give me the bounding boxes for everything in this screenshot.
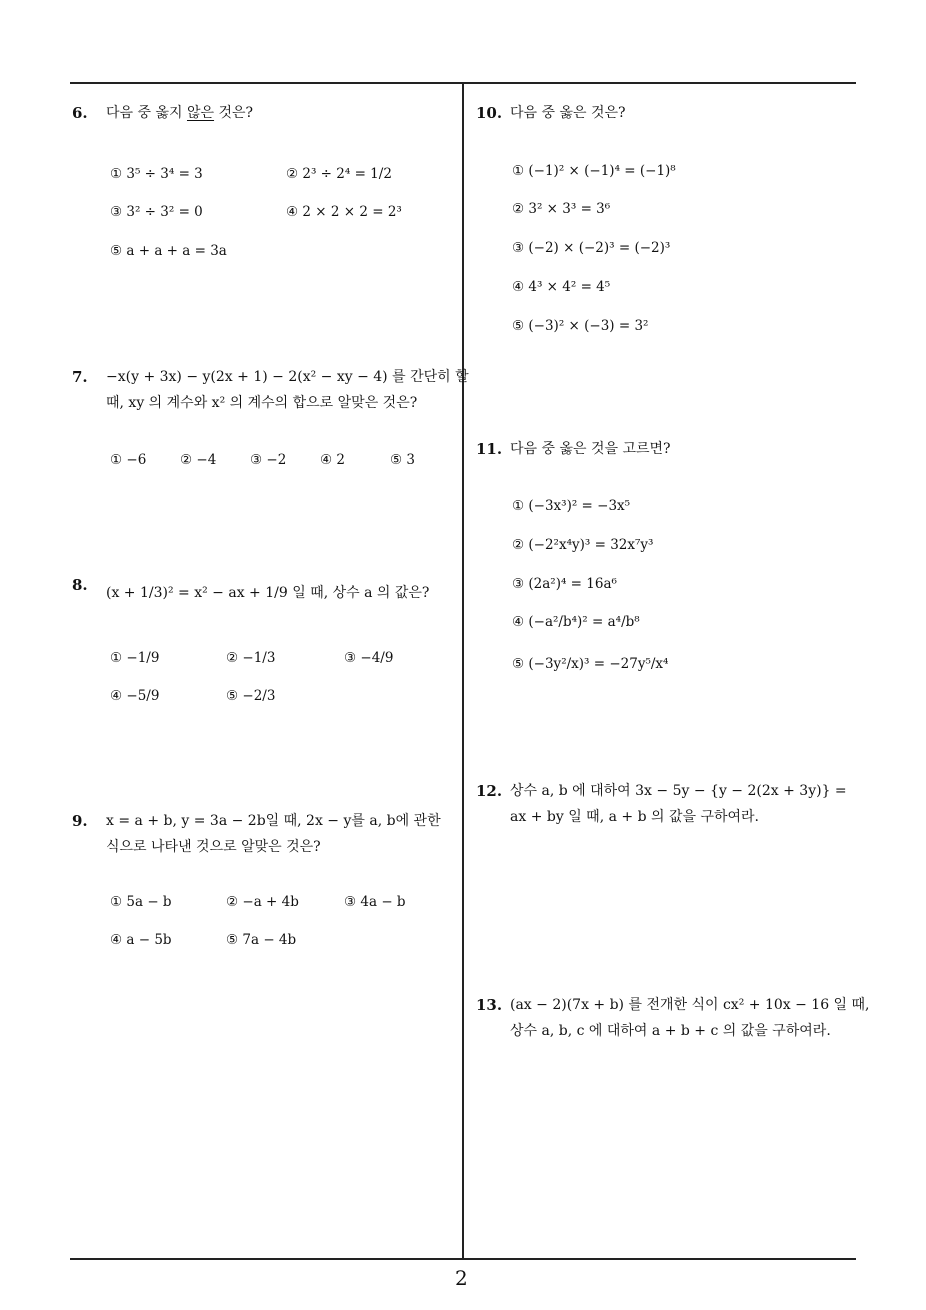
option-1[interactable]: ① 5a − b [110, 894, 172, 910]
question-number: 7. [72, 368, 88, 386]
question-number: 9. [72, 812, 88, 830]
question-stem: 다음 중 옳은 것을 고르면? [510, 441, 671, 457]
option-4[interactable]: ④ 2 [320, 452, 345, 468]
option-1[interactable]: ① (−1)² × (−1)⁴ = (−1)⁸ [512, 163, 676, 179]
question-number: 13. [476, 996, 503, 1014]
option-5[interactable]: ⑤ −2/3 [226, 688, 276, 704]
option-4[interactable]: ④ −5/9 [110, 688, 160, 704]
column-divider [462, 82, 464, 1258]
question-stem-line1: (ax − 2)(7x + b) 를 전개한 식이 cx² + 10x − 16 일 때, [510, 997, 870, 1013]
option-5[interactable]: ⑤ 3 [390, 452, 415, 468]
option-1[interactable]: ① (−3x³)² = −3x⁵ [512, 498, 631, 514]
question-stem-line2: 식으로 나타낸 것으로 알맞은 것은? [106, 839, 321, 855]
option-3[interactable]: ③ 3² ÷ 3² = 0 [110, 204, 203, 220]
option-2[interactable]: ② (−2²x⁴y)³ = 32x⁷y³ [512, 537, 654, 553]
option-1[interactable]: ① −6 [110, 452, 147, 468]
question-number: 8. [72, 576, 88, 594]
option-2[interactable]: ② −a + 4b [226, 894, 299, 910]
question-stem-line1: 상수 a, b 에 대하여 3x − 5y − {y − 2(2x + 3y)} = [510, 783, 847, 799]
option-3[interactable]: ③ (2a²)⁴ = 16a⁶ [512, 576, 617, 592]
option-2[interactable]: ② 2³ ÷ 2⁴ = 1/2 [286, 166, 392, 182]
option-2[interactable]: ② 3² × 3³ = 3⁶ [512, 201, 611, 217]
question-number: 6. [72, 104, 88, 122]
option-1[interactable]: ① −1/9 [110, 650, 160, 666]
page-number: 2 [455, 1266, 468, 1290]
option-3[interactable]: ③ 4a − b [344, 894, 406, 910]
option-5[interactable]: ⑤ (−3y²/x)³ = −27y⁵/x⁴ [512, 656, 669, 672]
option-4[interactable]: ④ a − 5b [110, 932, 172, 948]
option-4[interactable]: ④ 4³ × 4² = 4⁵ [512, 279, 611, 295]
option-3[interactable]: ③ (−2) × (−2)³ = (−2)³ [512, 240, 671, 256]
option-4[interactable]: ④ 2 × 2 × 2 = 2³ [286, 204, 402, 220]
question-number: 11. [476, 440, 503, 458]
question-stem-line1: −x(y + 3x) − y(2x + 1) − 2(x² − xy − 4) 를 간단히 할 [106, 369, 469, 385]
question-stem-line2: 상수 a, b, c 에 대하여 a + b + c 의 값을 구하여라. [510, 1023, 831, 1039]
question-stem: (x + 1/3)² = x² − ax + 1/9 일 때, 상수 a 의 값은? [106, 585, 430, 601]
option-2[interactable]: ② −1/3 [226, 650, 276, 666]
option-2[interactable]: ② −4 [180, 452, 217, 468]
question-stem: 다음 중 옳은 것은? [510, 105, 626, 121]
option-5[interactable]: ⑤ a + a + a = 3a [110, 243, 227, 259]
option-3[interactable]: ③ −2 [250, 452, 287, 468]
question-number: 12. [476, 782, 503, 800]
question-stem-line1: x = a + b, y = 3a − 2b일 때, 2x − y를 a, b에 관한 [106, 813, 441, 829]
option-3[interactable]: ③ −4/9 [344, 650, 394, 666]
option-5[interactable]: ⑤ (−3)² × (−3) = 3² [512, 318, 649, 334]
option-1[interactable]: ① 3⁵ ÷ 3⁴ = 3 [110, 166, 203, 182]
option-5[interactable]: ⑤ 7a − 4b [226, 932, 297, 948]
bottom-rule [70, 1258, 856, 1260]
question-stem: 다음 중 옳지 않은 것은? [106, 105, 254, 121]
question-number: 10. [476, 104, 503, 122]
option-4[interactable]: ④ (−a²/b⁴)² = a⁴/b⁸ [512, 614, 640, 630]
question-stem-line2: 때, xy 의 계수와 x² 의 계수의 합으로 알맞은 것은? [106, 395, 418, 411]
question-stem-line2: ax + by 일 때, a + b 의 값을 구하여라. [510, 809, 760, 825]
